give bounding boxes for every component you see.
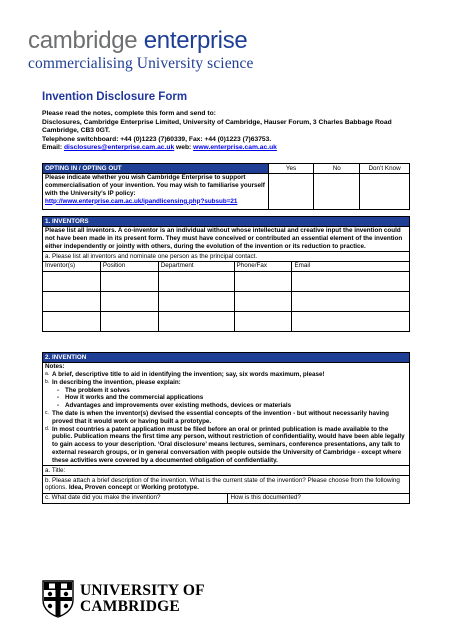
note-d-text: In most countries a patent application must be filed before an oral or printed publication is made available to the public. Publication means the first time any person, without restriction of confidentiality, would have been able legally to gain access to your description. ‘Oral disclosure’ means lectures, seminars, conference presentations, any talk to external research groups, or in general conversation with people outside the University of Cambridge - except where these activities were covered by a documented obligation of confidentiality. xyxy=(52,425,405,464)
invention-table xyxy=(42,352,410,504)
phone-cell[interactable] xyxy=(234,311,292,331)
col-position: Position xyxy=(100,261,158,271)
title-field[interactable]: a. Title: xyxy=(43,466,410,476)
position-cell[interactable] xyxy=(100,311,158,331)
note-d-marker: d. xyxy=(45,425,50,432)
sub-bullet-text: Advantages and improvements over existing methods, devices or materials xyxy=(65,402,292,410)
intro-contacts xyxy=(42,144,422,153)
description-field[interactable] xyxy=(43,476,410,494)
opting-no-cell[interactable] xyxy=(314,173,360,209)
opting-table xyxy=(42,163,410,210)
inventor-row xyxy=(43,291,410,311)
inventor-cell[interactable] xyxy=(43,271,101,291)
cambridge-enterprise-logo xyxy=(28,28,254,73)
opting-col-yes: Yes xyxy=(268,164,314,174)
col-department: Department xyxy=(158,261,234,271)
email-link[interactable]: disclosures@enterprise.cam.ac.uk xyxy=(63,144,175,152)
brand-tagline: commercialising University science xyxy=(28,55,254,72)
opting-header: OPTING IN / OPTING OUT xyxy=(43,164,269,174)
department-cell[interactable] xyxy=(158,271,234,291)
intro-line1: Please read the notes, complete this form and send to: xyxy=(42,110,216,117)
university-line1: UNIVERSITY OF xyxy=(80,582,205,599)
notes-label: Notes: xyxy=(45,363,65,371)
note-d xyxy=(45,426,407,465)
brand-name xyxy=(28,28,254,54)
intro-block xyxy=(42,110,422,153)
university-line2: CAMBRIDGE xyxy=(80,598,180,615)
option-or: or xyxy=(133,484,140,492)
note-c xyxy=(45,410,407,426)
department-cell[interactable] xyxy=(158,311,234,331)
option-idea-proven: Idea, Proven concept xyxy=(68,484,133,492)
sub-bullet: - Advantages and improvements over existing methods, devices or materials xyxy=(57,402,292,410)
phone-cell[interactable] xyxy=(234,271,292,291)
brand-word-cambridge: cambridge xyxy=(28,27,138,54)
university-of-cambridge-logo xyxy=(42,580,205,618)
inventors-table xyxy=(42,216,410,332)
note-a-text: A brief, descriptive title to aid in identifying the invention; say, six words maximum, please! xyxy=(52,371,325,379)
email-label: Email: xyxy=(42,144,63,152)
opting-dontknow-cell[interactable] xyxy=(360,173,410,209)
intro-phone: Telephone switchboard: +44 (0)1223 (7)60339, Fax: +44 (0)1223 (7)63753. xyxy=(42,135,272,143)
inventors-description: Please list all inventors. A co-inventor is an individual without whose intellectual and creative input the invention could not have been made in its present form. They must have conceived or contributed an essential element of the invention either independently or jointly with others, during the evolution of the invention or its reduction to practice. xyxy=(43,226,410,251)
sub-bullet-text: How it works and the commercial applications xyxy=(65,394,204,402)
note-b-text: In describing the invention, please explain: xyxy=(52,378,181,386)
brand-word-enterprise: enterprise xyxy=(143,27,248,54)
note-a-marker: a. xyxy=(45,371,50,378)
inventors-instruction: a. Please list all inventors and nominate one person as the principal contact. xyxy=(43,252,410,262)
inventors-header: 1. INVENTORS xyxy=(43,217,410,227)
opting-yes-cell[interactable] xyxy=(268,173,314,209)
invention-notes xyxy=(43,362,410,465)
inventor-row xyxy=(43,311,410,331)
form-title: Invention Disclosure Form xyxy=(42,91,188,103)
ip-policy-link[interactable]: http://www.enterprise.cam.ac.uk/ipandlicensing.php?subsub=21 xyxy=(45,197,238,205)
note-b xyxy=(45,379,407,387)
sub-bullet: - How it works and the commercial applications xyxy=(57,394,204,402)
position-cell[interactable] xyxy=(100,271,158,291)
opting-col-dontknow: Don’t Know xyxy=(360,164,410,174)
invention-date-field[interactable]: c. What date did you make the invention? xyxy=(43,493,228,503)
note-a xyxy=(45,371,407,379)
invention-header: 2. INVENTION xyxy=(43,353,410,363)
position-cell[interactable] xyxy=(100,291,158,311)
inventor-cell[interactable] xyxy=(43,311,101,331)
cambridge-shield-icon xyxy=(42,580,74,618)
note-c-marker: c. xyxy=(45,410,49,417)
opting-col-no: No xyxy=(314,164,360,174)
university-name xyxy=(80,583,205,615)
department-cell[interactable] xyxy=(158,291,234,311)
inventor-row xyxy=(43,271,410,291)
note-c-text: The date is when the inventor(s) devised the essential concepts of the invention - but without necessarily having proved that it would work or having built a prototype. xyxy=(52,410,389,425)
note-b-marker: b. xyxy=(45,378,50,385)
intro-address: Disclosures, Cambridge Enterprise Limited, University of Cambridge, Hauser Forum, 3 Charles Babbage Road Cambridge, CB3 0GT. xyxy=(42,118,392,135)
email-cell[interactable] xyxy=(292,311,410,331)
email-cell[interactable] xyxy=(292,291,410,311)
col-inventors: Inventor(s) xyxy=(43,261,101,271)
option-working-prototype: Working prototype. xyxy=(141,484,199,492)
sub-bullet: - The problem it solves xyxy=(57,386,130,394)
inventor-cell[interactable] xyxy=(43,291,101,311)
phone-cell[interactable] xyxy=(234,291,292,311)
description-question: b. Please attach a brief description of the invention. What is the current state of the invention? Please choose from the following options. xyxy=(45,476,400,492)
opting-text: Please indicate whether you wish Cambridge Enterprise to support commercialisation of your invention. You may wish to familiarise yourself with the University’s IP policy: xyxy=(45,174,265,197)
col-email: Email xyxy=(292,261,410,271)
web-label: web: xyxy=(176,144,192,152)
web-link[interactable]: www.enterprise.cam.ac.uk xyxy=(193,144,277,152)
sub-bullet-text: The problem it solves xyxy=(65,386,130,394)
documentation-field[interactable]: How is this documented? xyxy=(228,493,410,503)
email-cell[interactable] xyxy=(292,271,410,291)
col-phone-fax: Phone/Fax xyxy=(234,261,292,271)
opting-text-cell xyxy=(43,173,269,209)
